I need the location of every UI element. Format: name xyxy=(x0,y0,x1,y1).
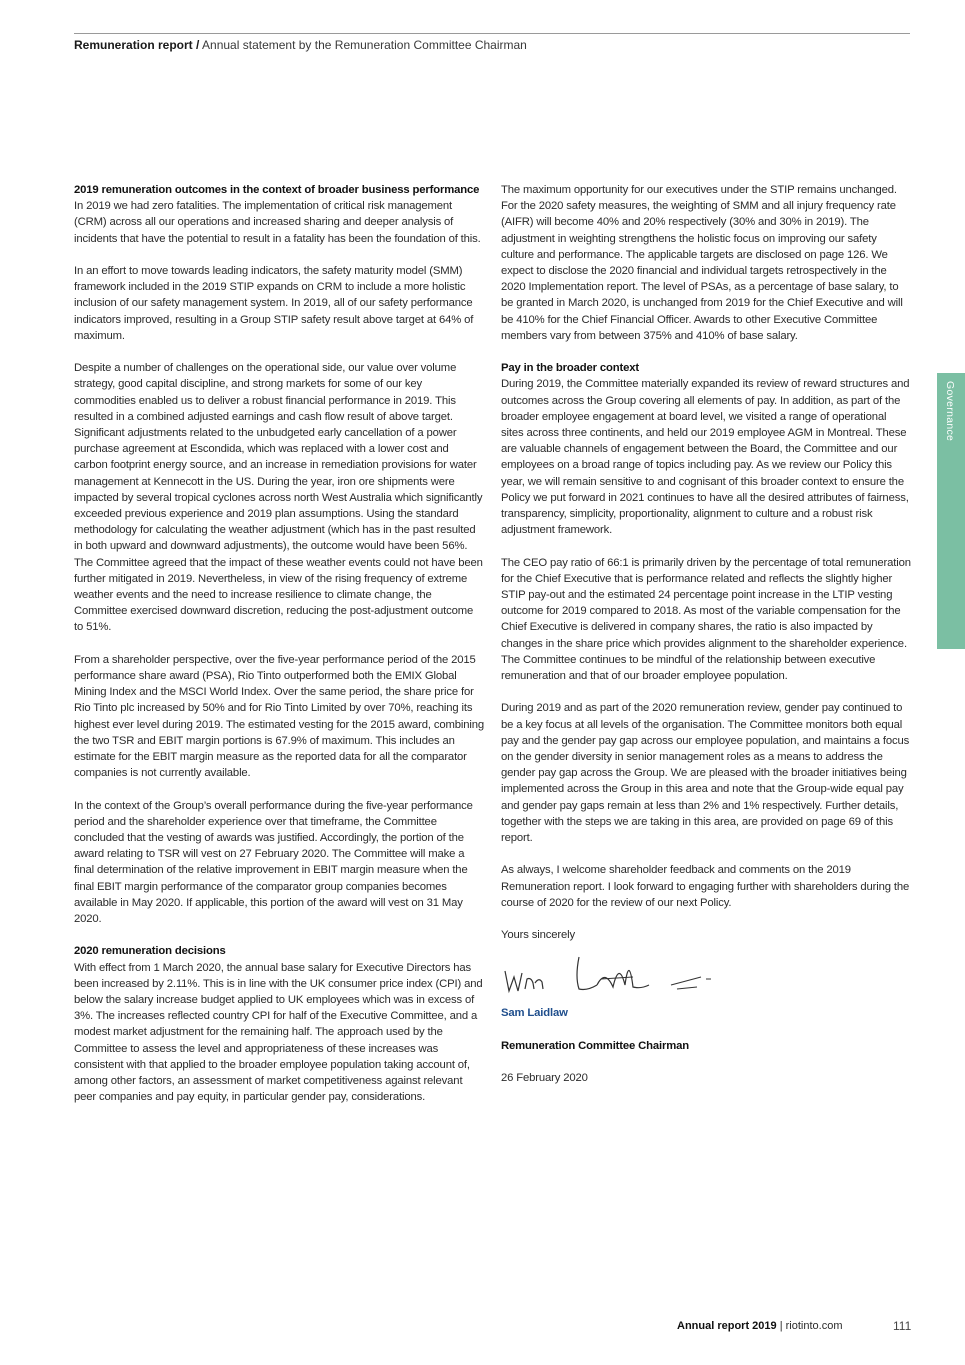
header-rule xyxy=(74,33,910,34)
footer-separator: | xyxy=(776,1320,786,1332)
left-column xyxy=(74,182,484,1122)
heading-2019-outcomes: 2019 remuneration outcomes in the context of broader business performance xyxy=(74,184,480,196)
signatory-title: Remuneration Committee Chairman xyxy=(501,1039,690,1052)
paragraph: From a shareholder perspective, over the five-year performance period of the 2015 performance share award (PSA), Rio Tinto outperformed both the EMIX Global Mining Index and the MSCI World Index. Over the same period, the share price for Rio Tinto plc increased by 50% and for Rio Tinto Limited by over 70%, reaching its highest ever level during 2019. The estimated vesting for the 2015 award, combining the two TSR and EBIT margin portions is 67.9% of maximum. This includes an estimate for the EBIT margin measure as the reported data for all the comparator companies is not currently available. xyxy=(74,653,484,780)
signatory-name: Sam Laidlaw xyxy=(501,1007,568,1020)
paragraph: The maximum opportunity for our executives under the STIP remains unchanged. For the 2020 safety measures, the weighting of SMM and all injury frequency rate (AIFR) will become 40% and 20% respectively (30% and 30% in 2019). The adjustment in weighting strengthens the holistic focus on improving our safety culture and performance. The applicable targets are disclosed on page 126. We expect to disclose the 2020 financial and individual targets retrospectively in the 2020 Implementation report. The level of PSAs, as a percentage of base salary, to be granted in March 2020, is unchanged from 2019 for the Chief Executive and will be 410% for the Chief Financial Officer. Awards to other Executive Committee members vary from between 375% and 410% of base salary. xyxy=(501,184,903,342)
paragraph: In an effort to move towards leading indicators, the safety maturity model (SMM) framework included in the 2019 STIP expands on CRM to include a more holistic inclusion of our safety management system. In 2019, all of our safety performance indicators improved, resulting in a Group STIP safety result above target at 64% of maximum. xyxy=(74,265,474,342)
paragraph: With effect from 1 March 2020, the annual base salary for Executive Directors has been increased by 2.11%. This is in line with the UK consumer price index (CPI) and below the salary increase budget applied to UK employees which was in excess of 3%. The increases reflected country CPI for half of the Executive Committee, and a modest market adjustment for the remaining half. The approach used by the Committee to assess the level and appropriateness of these increases was consistent with that applied to the broader employee population taking account of, among other factors, an assessment of market competitiveness against relevant peer companies and pay equity, in particular gender pay, considerations. xyxy=(74,961,483,1104)
paragraph: In 2019 we had zero fatalities. The implementation of critical risk management (CRM) across all our operations and increased sharing and deeper analysis of incidents that have the potential to result in a fatality has been the foundation of this. xyxy=(74,200,481,245)
paragraph: During 2019 and as part of the 2020 remuneration review, gender pay continued to be a key focus at all levels of the organisation. The Committee monitors both equal pay and the gender pay gap across our employee population, and maintains a focus on the gender diversity in senior management roles as a means to address the gender pay gap across the Group. We are pleased with the broader initiatives being implemented across the Group in this area and note that the Group-wide equal pay and gender pay gaps remain at less than 2% and 1% respectively. Further details, together with the steps we are taking in this area, are provided on page 69 of this report. xyxy=(501,702,910,845)
signature-image xyxy=(501,949,911,1001)
page-footer xyxy=(677,1320,842,1332)
page-number: 111 xyxy=(893,1319,912,1333)
paragraph: Despite a number of challenges on the operational side, our value over volume strategy, good capital discipline, and strong markets for some of our key commodities enabled us to deliver a robust financial performance in 2019. This resulted in a combined adjusted earnings and cash flow result of above target. Significant adjustments related to the unbudgeted early cancellation of a power purchase agreement at Escondida, which was replaced with a lower cost and carbon footprint energy source, and an increase in remediation provisions for water management at Kennecott in the US. During the year, iron ore shipments were impacted by several tropical cyclones across north West Australia which significantly exceeded previous experience and 2019 plan assumptions. Using the standard methodology for calculating the weather adjustment (which has in the past resulted in both upward and downward adjustments), the outcome would have been 56%. The Committee agreed that the impact of these weather events could not have been further mitigated in 2019. Nevertheless, in view of the rising frequency of extreme weather events and the need to increase resilience to climate change, the Committee exercised downward discretion, reducing the post-adjustment outcome to 51%. xyxy=(74,362,483,634)
closing-line: Yours sincerely xyxy=(501,929,575,942)
signature-date: 26 February 2020 xyxy=(501,1072,588,1085)
paragraph: In the context of the Group’s overall performance during the five-year performance period and the shareholder experience over that timeframe, the Committee concluded that the vesting of awards was justified. Accordingly, the portion of the award relating to TSR will vest on 27 February 2020. The Committee will make a final determination of the relative improvement in EBIT margin measure when the final EBIT margin performance of the comparator group companies becomes available in May 2020. If applicable, this portion of the award will vest on 31 May 2020. xyxy=(74,799,473,926)
paragraph: During 2019, the Committee materially expanded its review of reward structures and outcomes across the Group covering all elements of pay. In addition, as part of the broader employee engagement at board level, we visited a range of operational sites across three continents, and held our 2019 employee AGM in Montreal. These are valuable channels of engagement between the Board, the Committee and our employees on a broad range of topics including pay. As we review our Policy this year, we will remain sensitive to and cognisant of this broader context to ensure the Policy we put forward in 2021 continues to have all the desired attributes of fairness, transparency, simplicity, proportionality, alignment to culture and a robust risk adjustment framework. xyxy=(501,378,910,537)
side-tab-label: Governance xyxy=(944,381,956,442)
right-column xyxy=(501,182,911,1103)
governance-side-tab xyxy=(937,373,965,649)
footer-report: Annual report 2019 xyxy=(677,1320,777,1332)
paragraph: As always, I welcome shareholder feedback and comments on the 2019 Remuneration report. I look forward to engaging further with shareholders during the course of 2020 for the review of our next Policy. xyxy=(501,864,910,909)
footer-site: riotinto.com xyxy=(785,1320,843,1332)
header-section: Remuneration report / xyxy=(74,38,200,52)
heading-2020-decisions: 2020 remuneration decisions xyxy=(74,945,226,958)
page-header xyxy=(74,38,527,52)
header-subtitle: Annual statement by the Remuneration Committee Chairman xyxy=(202,38,527,52)
paragraph: The CEO pay ratio of 66:1 is primarily driven by the percentage of total remuneration for the Chief Executive that is performance related and reflects the slightly higher STIP pay-out and the estimated 24 percentage point increase in the LTIP vesting outcome for 2019 compared to 2018. As most of the variable compensation for the Chief Executive is delivered in company shares, the ratio is also impacted by changes in the share price which provides alignment to the shareholder experience. The Committee continues to be mindful of the relationship between executive remuneration and that of our broader employee population. xyxy=(501,556,911,683)
heading-pay-broader-context: Pay in the broader context xyxy=(501,362,639,375)
